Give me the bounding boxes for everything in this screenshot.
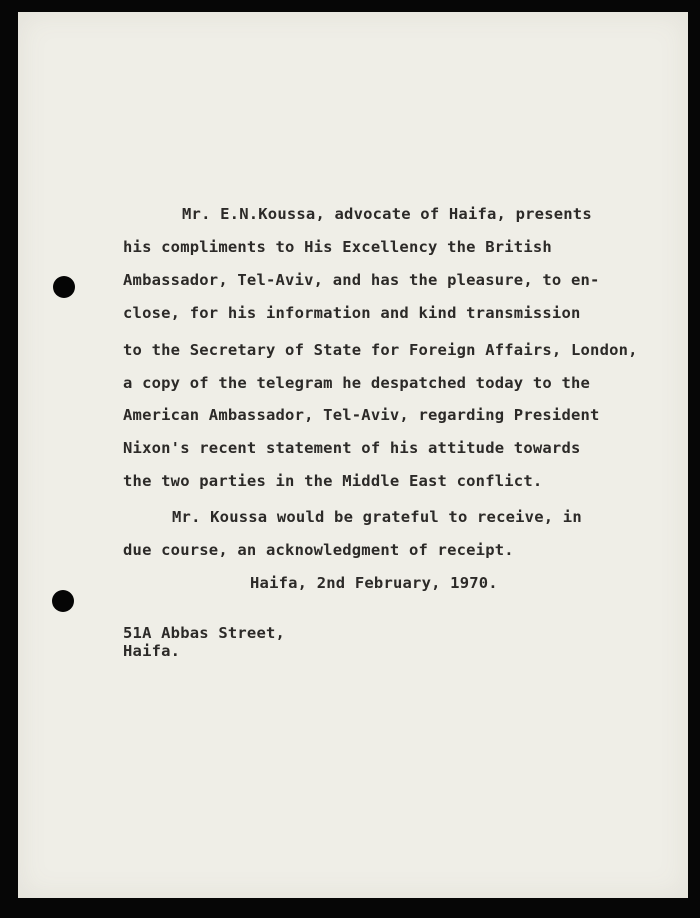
letter-line: Ambassador, Tel-Aviv, and has the pleasure, to en- <box>123 271 600 289</box>
punch-hole-top <box>53 276 75 298</box>
letter-line: due course, an acknowledgment of receipt. <box>123 541 514 559</box>
letter-line: a copy of the telegram he despatched today to the <box>123 374 591 392</box>
letter-line: Nixon's recent statement of his attitude towards <box>123 439 581 457</box>
date-line: Haifa, 2nd February, 1970. <box>250 574 498 592</box>
letter-line: the two parties in the Middle East conflict. <box>123 472 543 490</box>
letter-line: his compliments to His Excellency the British <box>123 238 552 256</box>
letter-line: close, for his information and kind transmission <box>123 304 581 322</box>
address-line: 51A Abbas Street, <box>123 624 286 642</box>
punch-hole-bottom <box>52 590 74 612</box>
letter-line: Mr. E.N.Koussa, advocate of Haifa, presents <box>182 205 592 223</box>
address-line: Haifa. <box>123 642 181 660</box>
sender-address <box>18 12 286 660</box>
letter-line: American Ambassador, Tel-Aviv, regarding President <box>123 406 600 424</box>
letter-line: Mr. Koussa would be grateful to receive, in <box>172 508 582 526</box>
document-page <box>18 12 688 898</box>
letter-line: to the Secretary of State for Foreign Affairs, London, <box>123 341 638 359</box>
